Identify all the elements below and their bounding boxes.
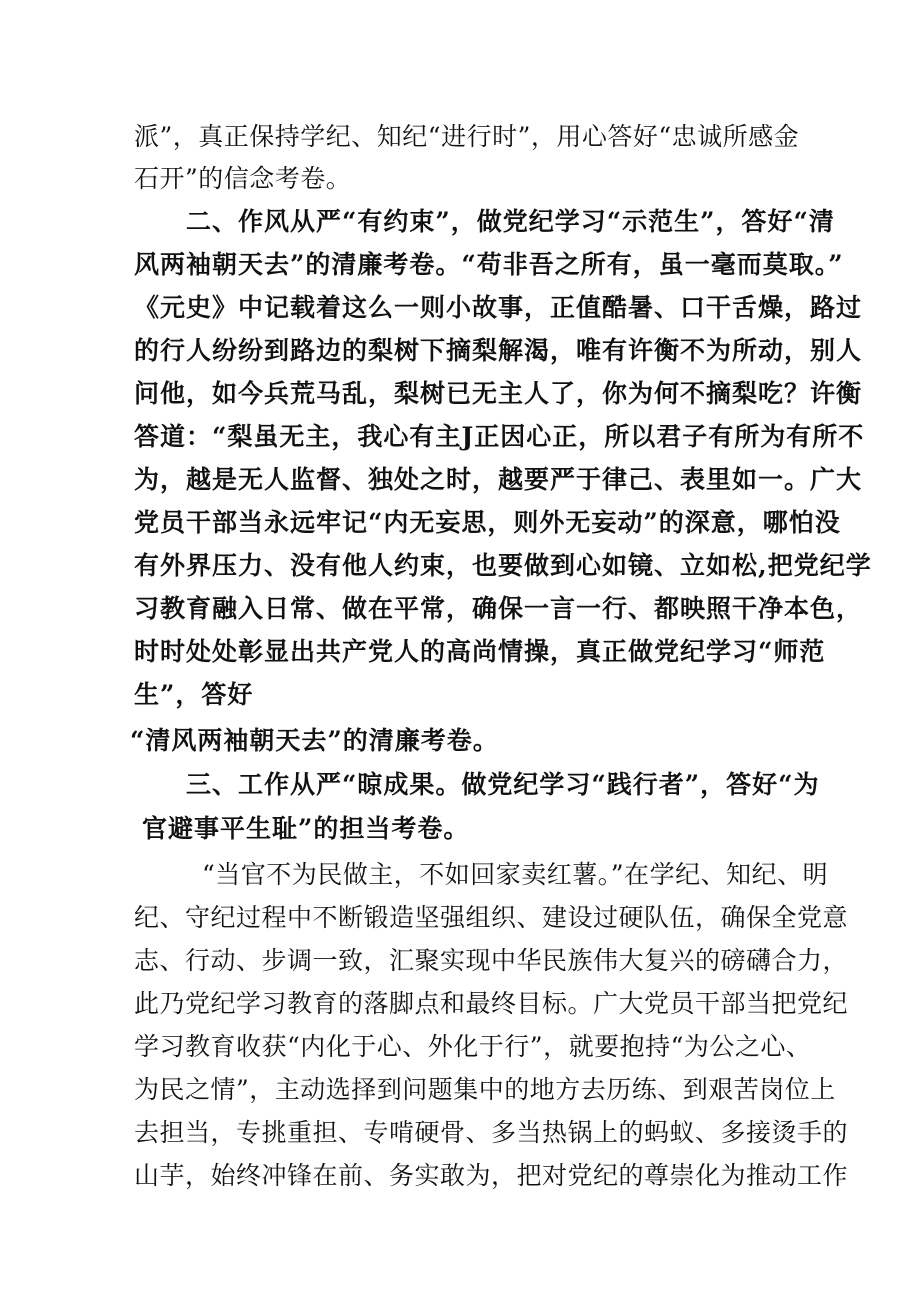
intro-line-1: 派”，真正保持学纪、知纪“进行时”，用心答好“忠诚所感金	[134, 122, 800, 151]
section3-line-8: 山芋，始终冲锋在前、务实敢为，把对党纪的尊崇化为推动工作	[134, 1161, 849, 1190]
section3-line-1: “当官不为民做主，不如回家卖红薯。”在学纪、知纪、明	[202, 860, 829, 889]
section2-line-8: 党员干部当永远牢记“内无妄思，则外无妄动”的深意，哪怕没	[134, 508, 841, 537]
section2-line-13: “清风两袖朝天去”的清廉考卷。	[130, 726, 499, 755]
section2-line-6: 答道：“梨虽无主，我心有主J正因心正，所以君子有所为有所不	[134, 422, 865, 451]
section2-line-9: 有外界压力、没有他人约束，也要做到心如镜、立如松,把党纪学	[134, 551, 872, 580]
intro-line-2: 石开”的信念考卷。	[134, 164, 352, 193]
section2-line-10: 习教育融入日常、做在平常，确保一言一行、都映照干净本色，	[134, 594, 863, 623]
section3-heading-line-1: 三、工作从严“晾成果。做党纪学习“践行者”，答好“为	[186, 770, 820, 799]
section3-line-6: 为民之情”，主动选择到问题集中的地方去历练、到艰苦岗位上	[134, 1075, 836, 1104]
section3-line-4: 此乃党纪学习教育的落脚点和最终目标。广大党员干部当把党纪	[134, 989, 849, 1018]
section2-line-1: 二、作风从严“有约束”，做党纪学习“示范生”，答好“清	[186, 207, 835, 236]
section3-line-3: 志、行动、步调一致，汇聚实现中华民族伟大复兴的磅礴合力，	[134, 946, 849, 975]
section2-line-7: 为，越是无人监督、独处之时，越要严于律己、表里如一。广大	[134, 465, 863, 494]
section2-line-5: 问他，如今兵荒马乱，梨树已无主人了，你为何不摘梨吃？许衡	[134, 379, 863, 408]
section2-line-3: 《元史》中记载着这么一则小故事，正值酷暑、口干舌燥，路过	[134, 293, 863, 322]
section3-line-5: 学习教育收获“内化于心、外化于行”，就要抱持“为公之心、	[134, 1032, 812, 1061]
section2-line-4: 的行人纷纷到路边的梨树下摘梨解渴，唯有许衡不为所动，别人	[134, 336, 863, 365]
section3-line-7: 去担当，专挑重担、专啃硬骨、多当热锅上的蚂蚁、多接烫手的	[134, 1118, 849, 1147]
section2-line-2: 风两袖朝天去”的清廉考卷。“苟非吾之所有，虽一毫而莫取。”	[134, 250, 844, 279]
section2-line-11: 时时处处彰显出共产党人的高尚情操，真正做党纪学习“师范	[134, 637, 826, 666]
section2-line-12: 生”，答好	[134, 680, 254, 709]
section3-line-2: 纪、守纪过程中不断锻造坚强组织、建设过硬队伍，确保全党意	[134, 903, 849, 932]
section3-heading-line-2: 官避事平生耻”的担当考卷。	[142, 814, 470, 843]
